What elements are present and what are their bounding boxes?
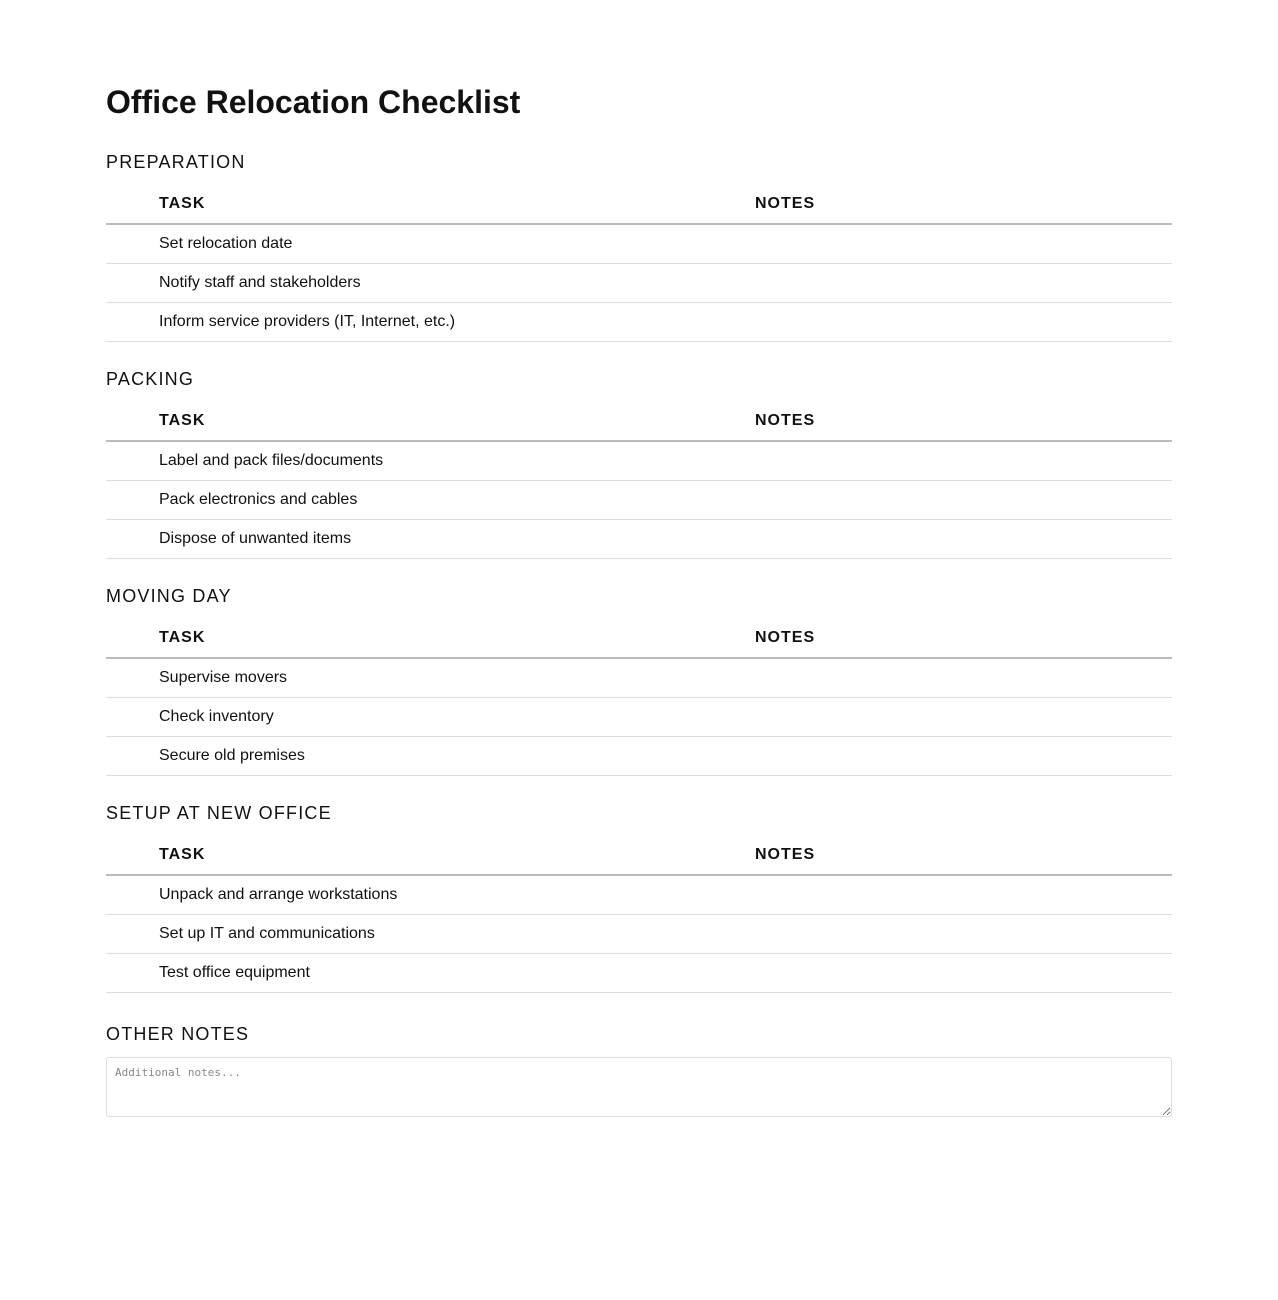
checklist bbox=[106, 84, 1172, 1117]
checklist-section bbox=[106, 802, 1172, 993]
section-title: PACKING bbox=[106, 369, 195, 389]
task-table bbox=[106, 402, 1172, 559]
table-row bbox=[106, 954, 1172, 993]
notes-cell[interactable] bbox=[755, 737, 1172, 776]
notes-cell[interactable] bbox=[755, 954, 1172, 993]
table-header-row bbox=[106, 185, 1172, 224]
checklist-section bbox=[106, 368, 1172, 559]
other-notes-section bbox=[106, 1023, 1172, 1117]
task-cell: Inform service providers (IT, Internet, etc.) bbox=[159, 303, 755, 342]
table-header-row bbox=[106, 619, 1172, 658]
table-row bbox=[106, 737, 1172, 776]
task-table bbox=[106, 619, 1172, 776]
header-spacer bbox=[106, 836, 159, 875]
task-cell: Unpack and arrange workstations bbox=[159, 875, 755, 915]
task-cell: Set up IT and communications bbox=[159, 915, 755, 954]
notes-cell[interactable] bbox=[755, 520, 1172, 559]
row-spacer bbox=[106, 303, 159, 342]
table-row bbox=[106, 875, 1172, 915]
table-header-row bbox=[106, 402, 1172, 441]
notes-column-header: NOTES bbox=[755, 185, 1172, 224]
task-cell: Test office equipment bbox=[159, 954, 755, 993]
task-cell: Pack electronics and cables bbox=[159, 481, 755, 520]
notes-cell[interactable] bbox=[755, 915, 1172, 954]
task-table bbox=[106, 185, 1172, 342]
checklist-section bbox=[106, 151, 1172, 342]
row-spacer bbox=[106, 658, 159, 698]
task-column-header: TASK bbox=[159, 836, 755, 875]
row-spacer bbox=[106, 737, 159, 776]
checklist-section bbox=[106, 585, 1172, 776]
notes-cell[interactable] bbox=[755, 875, 1172, 915]
notes-column-header: NOTES bbox=[755, 619, 1172, 658]
page-title: Office Relocation Checklist bbox=[106, 84, 521, 120]
header-spacer bbox=[106, 619, 159, 658]
task-cell: Supervise movers bbox=[159, 658, 755, 698]
notes-cell[interactable] bbox=[755, 658, 1172, 698]
table-row bbox=[106, 520, 1172, 559]
task-cell: Set relocation date bbox=[159, 224, 755, 264]
section-title: MOVING DAY bbox=[106, 586, 232, 606]
notes-cell[interactable] bbox=[755, 698, 1172, 737]
table-row bbox=[106, 303, 1172, 342]
section-title: SETUP AT NEW OFFICE bbox=[106, 803, 332, 823]
task-cell: Secure old premises bbox=[159, 737, 755, 776]
task-cell: Label and pack files/documents bbox=[159, 441, 755, 481]
notes-cell[interactable] bbox=[755, 303, 1172, 342]
notes-column-header: NOTES bbox=[755, 402, 1172, 441]
task-column-header: TASK bbox=[159, 185, 755, 224]
table-row bbox=[106, 264, 1172, 303]
notes-cell[interactable] bbox=[755, 264, 1172, 303]
table-row bbox=[106, 481, 1172, 520]
row-spacer bbox=[106, 264, 159, 303]
table-row bbox=[106, 224, 1172, 264]
task-cell: Notify staff and stakeholders bbox=[159, 264, 755, 303]
row-spacer bbox=[106, 698, 159, 737]
section-title: PREPARATION bbox=[106, 152, 246, 172]
task-cell: Check inventory bbox=[159, 698, 755, 737]
task-column-header: TASK bbox=[159, 402, 755, 441]
row-spacer bbox=[106, 915, 159, 954]
table-row bbox=[106, 915, 1172, 954]
table-row bbox=[106, 441, 1172, 481]
notes-column-header: NOTES bbox=[755, 836, 1172, 875]
header-spacer bbox=[106, 185, 159, 224]
task-table bbox=[106, 836, 1172, 993]
row-spacer bbox=[106, 875, 159, 915]
notes-cell[interactable] bbox=[755, 441, 1172, 481]
table-row bbox=[106, 698, 1172, 737]
row-spacer bbox=[106, 481, 159, 520]
task-column-header: TASK bbox=[159, 619, 755, 658]
row-spacer bbox=[106, 954, 159, 993]
row-spacer bbox=[106, 520, 159, 559]
notes-cell[interactable] bbox=[755, 481, 1172, 520]
table-row bbox=[106, 658, 1172, 698]
row-spacer bbox=[106, 441, 159, 481]
additional-notes-input[interactable] bbox=[106, 1057, 1172, 1117]
table-header-row bbox=[106, 836, 1172, 875]
row-spacer bbox=[106, 224, 159, 264]
task-cell: Dispose of unwanted items bbox=[159, 520, 755, 559]
header-spacer bbox=[106, 402, 159, 441]
notes-cell[interactable] bbox=[755, 224, 1172, 264]
section-title: OTHER NOTES bbox=[106, 1024, 250, 1044]
